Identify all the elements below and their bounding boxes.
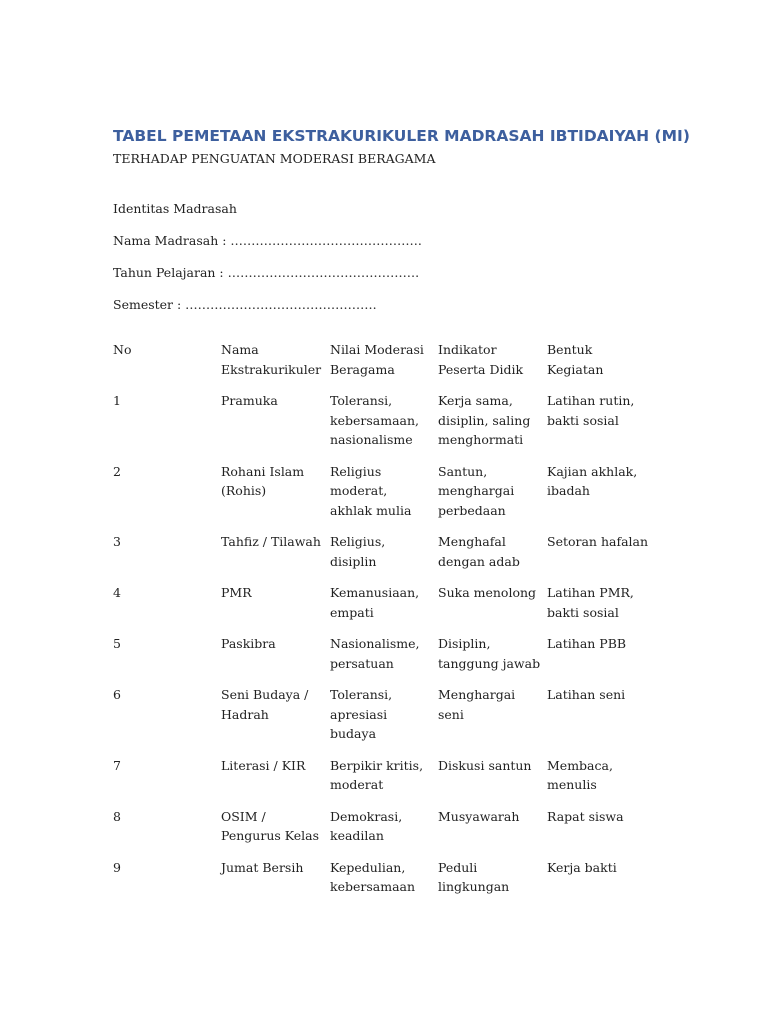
cell-indikator: Kerja sama, disiplin, saling menghormati: [438, 393, 531, 447]
header-bentuk-kegiatan: Bentuk Kegiatan: [547, 342, 604, 377]
table-row: [113, 462, 658, 533]
cell-nilai: Religius moderat, akhlak mulia: [330, 463, 412, 518]
nama-madrasah-field: Nama Madrasah : ……………………………………….: [113, 233, 422, 248]
cell-nilai: Berpikir kritis, moderat: [330, 757, 424, 792]
header-nama-ekstrakurikuler: Nama Ekstrakurikuler: [221, 342, 322, 377]
cell-nilai: Nasionalisme, persatuan: [330, 636, 420, 671]
cell-bentuk: Setoran hafalan: [547, 534, 649, 549]
cell-no: 3: [113, 534, 121, 549]
cell-indikator: Diskusi santun: [438, 757, 532, 773]
table-row: [113, 807, 658, 858]
cell-bentuk: Rapat siswa: [547, 808, 624, 824]
identity-section: [113, 200, 673, 328]
table-header-row: [113, 340, 658, 391]
semester-field: Semester : ……………………………………….: [113, 297, 377, 312]
cell-no: 5: [113, 636, 121, 651]
cell-bentuk: Latihan PMR, bakti sosial: [547, 585, 634, 620]
document-page: [113, 126, 690, 909]
cell-nilai: Toleransi, kebersamaan, nasionalisme: [330, 393, 419, 447]
document-title: TABEL PEMETAAN EKSTRAKURIKULER MADRASAH IBTIDAIYAH (MI): [113, 127, 690, 145]
cell-nilai: Kepedulian, kebersamaan: [330, 859, 416, 894]
cell-nama: OSIM / Pengurus Kelas: [221, 808, 320, 843]
cell-nama: Seni Budaya / Hadrah: [221, 687, 309, 722]
cell-indikator: Menghargai seni: [438, 687, 516, 722]
cell-bentuk: Latihan PBB: [547, 636, 627, 651]
tahun-pelajaran-field: Tahun Pelajaran : ……………………………………….: [113, 265, 420, 280]
cell-nama: Jumat Bersih: [221, 859, 304, 875]
header-nilai-moderasi: Nilai Moderasi Beragama: [330, 342, 424, 377]
cell-indikator: Suka menolong: [438, 585, 537, 600]
cell-nilai: Kemanusiaan, empati: [330, 585, 420, 620]
cell-nama: Paskibra: [221, 636, 276, 651]
header-indikator: Indikator Peserta Didik: [438, 342, 524, 377]
cell-bentuk: Membaca, menulis: [547, 757, 613, 792]
table-row: [113, 858, 658, 909]
table-row: [113, 634, 658, 685]
table-row: [113, 756, 658, 807]
cell-nilai: Religius, disiplin: [330, 534, 386, 569]
cell-bentuk: Latihan seni: [547, 687, 626, 702]
cell-indikator: Musyawarah: [438, 808, 520, 824]
table-row: [113, 685, 658, 756]
cell-no: 7: [113, 757, 121, 773]
cell-no: 4: [113, 585, 121, 600]
cell-nilai: Demokrasi, keadilan: [330, 808, 403, 843]
cell-bentuk: Latihan rutin, bakti sosial: [547, 393, 635, 428]
cell-indikator: Peduli lingkungan: [438, 859, 510, 894]
cell-no: 8: [113, 808, 121, 824]
cell-no: 6: [113, 687, 121, 702]
cell-nama: Pramuka: [221, 393, 278, 408]
table-row: [113, 583, 658, 634]
cell-bentuk: Kerja bakti: [547, 859, 617, 875]
identity-heading: Identitas Madrasah: [113, 201, 237, 216]
cell-no: 9: [113, 859, 121, 875]
cell-bentuk: Kajian akhlak, ibadah: [547, 463, 638, 498]
extracurricular-table: [113, 340, 658, 909]
cell-no: 2: [113, 463, 121, 479]
cell-nama: Rohani Islam (Rohis): [221, 463, 305, 498]
table-row: [113, 391, 658, 462]
cell-nama: Tahfiz / Tilawah: [221, 534, 321, 549]
cell-no: 1: [113, 393, 121, 408]
cell-indikator: Santun, menghargai perbedaan: [438, 463, 515, 518]
cell-indikator: Disiplin, tanggung jawab: [438, 636, 541, 671]
cell-nilai: Toleransi, apresiasi budaya: [330, 687, 393, 741]
header-no: No: [113, 342, 132, 357]
document-subtitle: TERHADAP PENGUATAN MODERASI BERAGAMA: [113, 151, 436, 166]
cell-nama: Literasi / KIR: [221, 757, 306, 773]
cell-nama: PMR: [221, 585, 252, 600]
cell-indikator: Menghafal dengan adab: [438, 534, 520, 569]
table-row: [113, 532, 658, 583]
